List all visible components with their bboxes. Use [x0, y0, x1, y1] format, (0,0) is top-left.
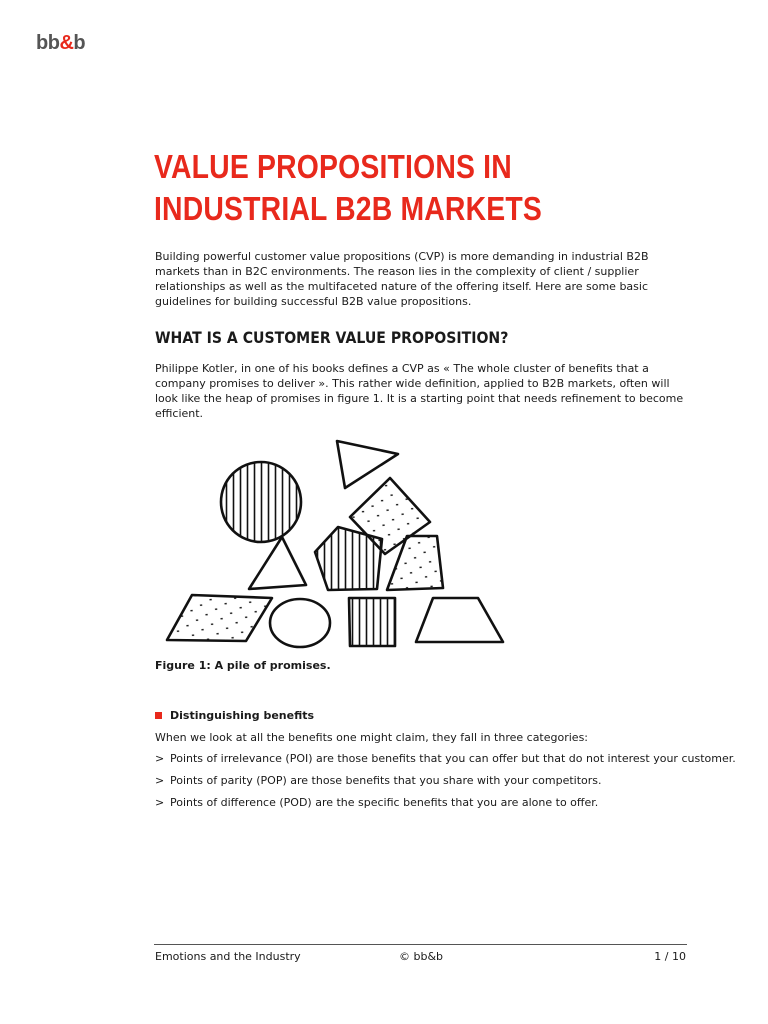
pile-of-promises-illustration	[160, 432, 510, 652]
striped-circle-shape	[221, 462, 301, 542]
list-item	[155, 773, 736, 788]
list-item-text: Points of difference (POD) are the specific benefits that you are alone to offer.	[170, 796, 599, 809]
list-item	[155, 751, 736, 766]
brand-logo: bb&b	[36, 32, 86, 54]
circle-shape	[270, 599, 330, 647]
red-square-bullet-icon	[155, 712, 162, 719]
striped-square-shape	[349, 598, 395, 646]
page-title	[154, 146, 636, 230]
list-item-text: Points of irrelevance (POI) are those benefits that you can offer but that do not interest your customer.	[170, 752, 736, 765]
title-line-1: VALUE PROPOSITIONS IN	[154, 148, 512, 185]
page-number: 1 / 10	[654, 950, 686, 963]
list-item-text: Points of parity (POP) are those benefits that you share with your competitors.	[170, 774, 602, 787]
benefits-list	[155, 751, 736, 817]
list-item	[155, 795, 736, 810]
figure-caption: Figure 1: A pile of promises.	[155, 659, 331, 672]
kotler-paragraph: Philippe Kotler, in one of his books defines a CVP as « The whole cluster of benefits that a company promises to deliver ». This rather wide definition, applied to B2B markets, often will look like the heap of promises in figure 1. It is a starting point that needs refinement to become efficient.	[155, 362, 684, 420]
benefits-heading	[155, 708, 314, 723]
striped-pentagon-shape	[315, 527, 382, 590]
dotted-parallelogram-shape	[167, 595, 272, 641]
footer-copyright: © bb&b	[399, 950, 444, 963]
chevron-right-icon: >	[155, 752, 165, 765]
chevron-right-icon: >	[155, 796, 165, 809]
footer-divider	[154, 944, 687, 945]
triangle-shape	[249, 537, 306, 589]
trapezoid-shape	[416, 598, 503, 642]
section-heading: WHAT IS A CUSTOMER VALUE PROPOSITION?	[155, 328, 509, 347]
chevron-right-icon: >	[155, 774, 165, 787]
footer-title: Emotions and the Industry	[155, 950, 301, 963]
intro-paragraph: Building powerful customer value propositions (CVP) is more demanding in industrial B2B markets than in B2C environments. The reason lies in the complexity of client / supplier relationships as well as the multifaceted nature of the offering itself. Here are some basic guidelines for building successful B2B value propositions.	[155, 250, 649, 308]
benefits-heading-label: Distinguishing benefits	[170, 709, 315, 722]
benefits-intro: When we look at all the benefits one might claim, they fall in three categories:	[155, 731, 589, 744]
title-line-2: INDUSTRIAL B2B MARKETS	[154, 190, 542, 227]
